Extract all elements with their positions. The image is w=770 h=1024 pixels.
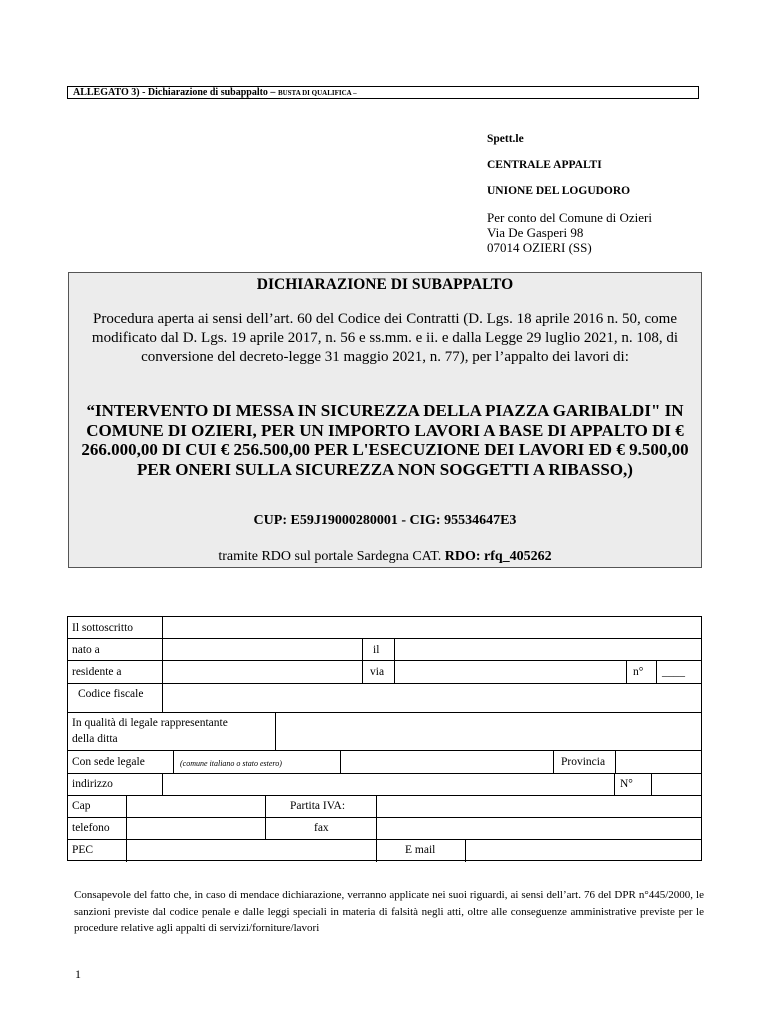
rdo-code: RDO: rfq_405262	[444, 549, 552, 564]
label-provincia: Provincia	[561, 756, 606, 768]
company-name-field[interactable]	[276, 713, 701, 750]
recipient-org-1: CENTRALE APPALTI	[487, 159, 602, 171]
label-legal-representative: In qualità di legale rappresentante	[72, 717, 228, 729]
label-sede-legale: Con sede legale	[72, 756, 145, 768]
project-title: “INTERVENTO DI MESSA IN SICUREZZA DELLA PIAZZA GARIBALDI" IN COMUNE DI OZIERI, PER UN IMPORTO LAVORI A BASE DI APPALTO DI € 266.000,00 DI CUI € 256.500,00 PER L'ESECUZIONE DEI LAVORI ED € 9.500,00 PER ONERI SULLA SICUREZZA NON SOGGETTI A RIBASSO,)	[81, 401, 689, 479]
phone-field[interactable]	[127, 818, 265, 839]
label-nato-a: nato a	[72, 644, 100, 656]
sottoscritto-field[interactable]	[163, 617, 701, 638]
birthplace-field[interactable]	[163, 639, 362, 660]
attachment-header	[67, 86, 699, 99]
label-pec: PEC	[72, 844, 94, 856]
label-telefono: telefono	[72, 822, 110, 834]
rdo-line	[69, 549, 701, 565]
fiscal-code-field[interactable]	[163, 684, 701, 712]
applicant-form	[67, 616, 702, 861]
recipient-org-2: UNIONE DEL LOGUDORO	[487, 185, 631, 197]
label-residente-a: residente a	[72, 666, 122, 678]
residence-street-field[interactable]	[395, 661, 626, 683]
street-number-field[interactable]	[652, 774, 701, 795]
birthdate-field[interactable]	[395, 639, 701, 660]
attachment-title: ALLEGATO 3) - Dichiarazione di subappalto –	[73, 87, 278, 98]
residence-number-field[interactable]	[657, 661, 701, 683]
address-field[interactable]	[163, 774, 614, 795]
vat-number-field[interactable]	[377, 796, 701, 817]
recipient-salutation: Spett.le	[487, 133, 524, 145]
declaration-title: DICHIARAZIONE DI SUBAPPALTO	[256, 276, 514, 293]
house-number-blank: ____	[662, 666, 685, 678]
recipient-address-line-2: Via De Gasperi 98	[487, 225, 584, 240]
label-fax: fax	[314, 822, 329, 834]
fax-field[interactable]	[377, 818, 701, 839]
label-codice-fiscale: Codice fiscale	[78, 688, 144, 700]
liability-statement: Consapevole del fatto che, in caso di mendace dichiarazione, verranno applicate nei suoi riguardi, ai sensi dell’art. 76 del DPR n°445/2000, le sanzioni previste dal codice penale e dalle leggi speciali in materia di falsità negli atti, oltre alle conseguenze amministrative previste per le procedure relative agli appalti di servizi/forniture/lavori	[74, 889, 704, 934]
label-house-number: n°	[633, 666, 644, 678]
registered-office-field[interactable]	[341, 751, 553, 773]
label-partita-iva: Partita IVA:	[290, 800, 346, 812]
cup-cig-codes: CUP: E59J19000280001 - CIG: 95534647E3	[253, 513, 517, 528]
label-cap: Cap	[72, 800, 91, 812]
recipient-address-line-1: Per conto del Comune di Ozieri	[487, 210, 652, 225]
label-email: E mail	[405, 844, 436, 856]
label-company: della ditta	[72, 733, 118, 745]
label-indirizzo: indirizzo	[72, 778, 113, 790]
declaration-box	[68, 272, 702, 568]
rdo-text: tramite RDO sul portale Sardegna CAT.	[218, 549, 445, 564]
residence-city-field[interactable]	[163, 661, 362, 683]
email-field[interactable]	[466, 840, 701, 861]
recipient-address	[487, 210, 652, 255]
label-via: via	[370, 666, 385, 678]
recipient-address-line-3: 07014 OZIERI (SS)	[487, 240, 592, 255]
label-il: il	[373, 644, 380, 656]
hint-comune: (comune italiano o stato estero)	[180, 759, 282, 768]
label-sottoscritto: Il sottoscritto	[72, 622, 134, 634]
province-field[interactable]	[616, 751, 701, 773]
page-number: 1	[75, 967, 81, 981]
label-street-number: N°	[620, 778, 633, 790]
cap-field[interactable]	[127, 796, 265, 817]
pec-field[interactable]	[127, 840, 376, 861]
attachment-subtitle: BUSTA DI QUALIFICA –	[277, 89, 357, 97]
declaration-intro: Procedura aperta ai sensi dell’art. 60 del Codice dei Contratti (D. Lgs. 18 aprile 2016 n. 50, come modificato dal D. Lgs. 19 aprile 2017, n. 56 e ss.mm. e ii. e dalla Legge 29 luglio 2021, n. 108, di conversione del decreto-legge 31 maggio 2021, n. 77), per l’appalto dei lavori di:	[91, 311, 679, 365]
